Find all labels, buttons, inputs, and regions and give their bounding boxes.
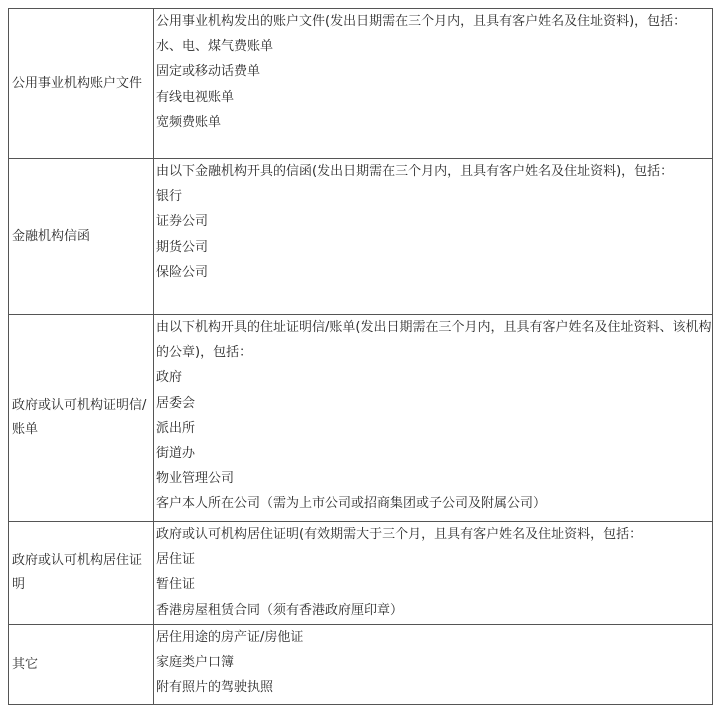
list-item: 固定或移动话费单 [156, 64, 261, 80]
category-cell: 政府或认可机构居住证明 [9, 522, 154, 625]
list-item: 香港房屋租赁合同（须有香港政府厘印章） [156, 602, 404, 618]
category-cell: 公用事业机构账户文件 [9, 9, 154, 159]
list-item: 期货公司 [156, 239, 209, 255]
list-item: 保险公司 [156, 264, 209, 280]
table-row [9, 159, 713, 315]
address-proof-table [8, 8, 713, 705]
intro-text: 由以下金融机构开具的信函(发出日期需在三个月内，且具有客户姓名及住址资料)，包括： [156, 164, 674, 179]
list-item: 暂住证 [156, 577, 196, 593]
list-item: 居委会 [156, 395, 196, 411]
list-item: 客户本人所在公司（需为上市公司或招商集团或子公司及附属公司） [156, 496, 547, 512]
list-item: 有线电视账单 [156, 89, 235, 105]
detail-cell [154, 315, 713, 522]
detail-cell [154, 625, 713, 705]
list-item: 证券公司 [156, 214, 209, 230]
detail-cell [154, 522, 713, 625]
list-item: 派出所 [156, 420, 196, 436]
list-item: 街道办 [156, 445, 196, 461]
list-item: 居住用途的房产证/房他证 [156, 630, 304, 645]
table-row [9, 315, 713, 522]
list-item: 银行 [156, 189, 183, 205]
list-item: 附有照片的驾驶执照 [156, 680, 274, 696]
intro-text: 公用事业机构发出的账户文件(发出日期需在三个月内，且具有客户姓名及住址资料)，包括： [156, 14, 687, 29]
detail-cell [154, 159, 713, 315]
intro-text: 由以下机构开具的住址证明信/账单(发出日期需在三个月内，且具有客户姓名及住址资料、该机构的公章)，包括： [156, 320, 712, 361]
category-cell: 政府或认可机构证明信/ 账单 [9, 315, 154, 522]
table-row [9, 9, 713, 159]
detail-cell [154, 9, 713, 159]
category-cell: 金融机构信函 [9, 159, 154, 315]
category-cell: 其它 [9, 625, 154, 705]
list-item: 宽频费账单 [156, 114, 222, 130]
list-item: 政府 [156, 370, 183, 386]
intro-text: 政府或认可机构居住证明(有效期需大于三个月，且具有客户姓名及住址资料，包括： [156, 527, 643, 542]
table-row [9, 625, 713, 705]
list-item: 居住证 [156, 552, 196, 568]
list-item: 物业管理公司 [156, 471, 235, 487]
list-item: 家庭类户口簿 [156, 655, 235, 671]
list-item: 水、电、煤气费账单 [156, 39, 274, 55]
table-row [9, 522, 713, 625]
